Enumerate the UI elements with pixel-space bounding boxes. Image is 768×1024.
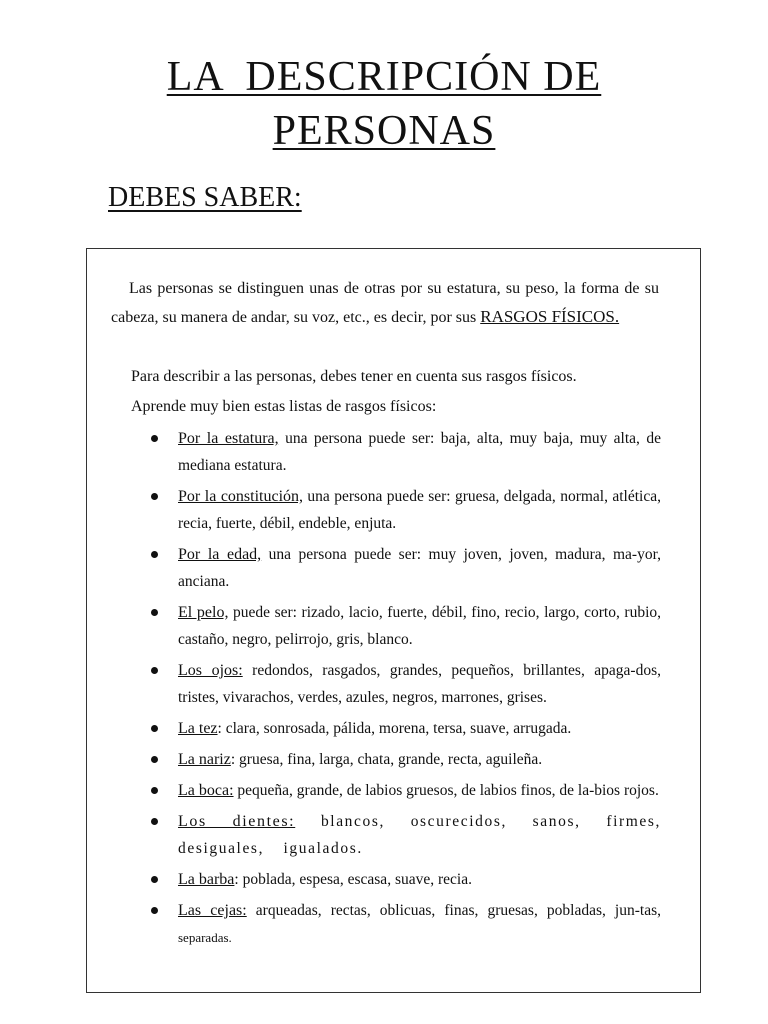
list-item [151, 777, 661, 804]
list-item [151, 483, 661, 537]
instruction-2-em: rasgos físicos: [345, 398, 437, 415]
item-label: La boca: [178, 782, 234, 799]
list-item [151, 657, 661, 711]
item-text: arqueadas, rectas, oblicuas, finas, gruesas, pobladas, jun-tas, [246, 902, 661, 919]
item-label: Por la edad, [178, 546, 262, 563]
item-label: Por la estatura, [178, 430, 279, 447]
list-item [151, 746, 661, 773]
bullet-icon [151, 818, 158, 825]
bullet-icon [151, 725, 158, 732]
title-line-1: LA DESCRIPCIÓN DE [166, 54, 602, 100]
item-label: Los ojos: [178, 662, 243, 679]
item-text: : gruesa, fina, larga, chata, grande, recta, aguileña. [230, 751, 543, 768]
item-text: una persona puede ser: gruesa, delgada, normal, atlética, recia, fuerte, débil, endeble, enjuta. [178, 488, 661, 532]
item-text: una persona puede ser: muy joven, joven, madura, ma-yor, anciana. [178, 546, 661, 590]
title-line-2: PERSONAS [272, 108, 496, 154]
list-item [151, 715, 661, 742]
instruction-1-text: Para describir a las personas, debes tener en cuenta sus [131, 368, 486, 385]
instruction-line-2 [131, 395, 436, 419]
item-label: Las cejas: [178, 902, 247, 919]
bullet-icon [151, 907, 158, 914]
item-text: : poblada, espesa, escasa, suave, recia. [234, 871, 472, 888]
item-text: : clara, sonrosada, pálida, morena, tersa, suave, arrugada. [217, 720, 572, 737]
bullet-icon [151, 493, 158, 500]
list-item [151, 541, 661, 595]
bullet-icon [151, 787, 158, 794]
instruction-2-text: Aprende muy bien estas listas de [131, 398, 346, 415]
item-label: La nariz [178, 751, 231, 768]
page-title [0, 50, 768, 158]
intro-strong: RASGOS FÍSICOS. [480, 307, 620, 326]
bullet-icon [151, 435, 158, 442]
item-text: redondos, rasgados, grandes, pequeños, brillantes, apaga-dos, tristes, vivarachos, verdes, azules, negros, marrones, grises. [178, 662, 661, 706]
traits-list [151, 425, 661, 955]
item-label: La tez [178, 720, 218, 737]
bullet-icon [151, 667, 158, 674]
item-text: una persona puede ser: baja, alta, muy baja, muy alta, de mediana estatura. [178, 430, 661, 474]
bullet-icon [151, 756, 158, 763]
bullet-icon [151, 876, 158, 883]
list-item [151, 866, 661, 893]
item-label: Por la constitución, [178, 488, 304, 505]
item-label: La barba [178, 871, 235, 888]
item-label: El pelo, [178, 604, 229, 621]
list-item [151, 425, 661, 479]
list-item [151, 599, 661, 653]
bullet-icon [151, 551, 158, 558]
item-text-small: separadas. [178, 930, 232, 945]
list-item [151, 808, 661, 862]
item-text: puede ser: rizado, lacio, fuerte, débil, fino, recio, largo, corto, rubio, castaño, negro, pelirrojo, gris, blanco. [178, 604, 662, 648]
instruction-line-1 [131, 365, 577, 389]
instruction-1-em: rasgos físicos. [485, 368, 577, 385]
info-box [86, 248, 701, 993]
bullet-icon [151, 609, 158, 616]
intro-text: Las personas se distinguen unas de otras por su estatura, su peso, la forma de su cabeza, su manera de andar, su voz, etc., es decir, por sus [111, 280, 659, 326]
section-heading: DEBES SABER: [108, 182, 302, 213]
item-text: blancos, oscurecidos, sanos, firmes, desiguales, igualados. [178, 813, 661, 857]
intro-paragraph [111, 275, 659, 332]
list-item [151, 897, 661, 951]
item-text: pequeña, grande, de labios gruesos, de labios finos, de la-bios rojos. [233, 782, 659, 799]
item-label: Los dientes: [178, 813, 296, 830]
